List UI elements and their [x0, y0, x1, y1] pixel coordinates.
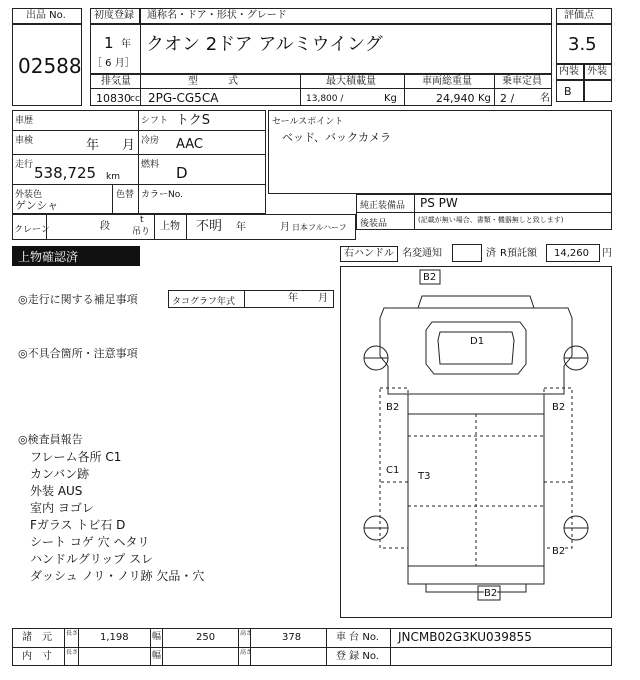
tacho-month-unit: 月	[318, 293, 328, 304]
section-banner-text: 上物確認済	[18, 250, 79, 264]
upper-value: 不明	[196, 219, 223, 234]
damage-mark: B2	[552, 402, 566, 413]
capacity-value: 2 /	[500, 92, 515, 105]
interior-grade: B	[564, 85, 572, 98]
dims-label: 諸 元	[22, 632, 52, 643]
first-reg-year-unit: 年	[121, 39, 131, 50]
width-value: 250	[196, 632, 216, 643]
type-label: 型 式	[188, 76, 238, 87]
aircon-value: AAC	[176, 137, 203, 152]
width-label: 幅	[152, 632, 162, 642]
cab-roof-line	[418, 296, 534, 308]
damage-mark: B2	[386, 402, 400, 413]
recycle-yen-unit: 円	[602, 248, 612, 259]
gross-weight-label: 車両総重量	[422, 76, 472, 87]
report-line: 室内 ヨゴレ	[30, 501, 94, 515]
steering-label: 右ハンドル	[344, 248, 394, 259]
exterior-grade-cell	[584, 80, 612, 102]
crane-stage-unit: 段	[100, 221, 110, 232]
inspector-report-label: ◎検査員報告	[18, 433, 83, 446]
damage-mark: B2	[423, 272, 437, 283]
crane-ton-unit: t	[140, 215, 144, 225]
name-change-label: 名変通知	[402, 248, 442, 259]
mileage-label: 走行	[15, 160, 34, 170]
report-line: カンバン跡	[30, 467, 90, 481]
fuel-label: 燃料	[141, 160, 160, 170]
capacity-label: 乗車定員	[502, 76, 542, 87]
length-label: 長さ	[66, 630, 79, 637]
inner-length-label: 長さ	[66, 649, 79, 656]
height-value: 378	[282, 632, 302, 643]
report-line: Fガラス トビ石 D	[30, 518, 126, 532]
score-label: 評価点	[564, 10, 594, 21]
lot-number: 02588	[18, 54, 82, 78]
report-line: 外装 AUS	[30, 484, 83, 498]
max-load-value: 13,800 /	[306, 94, 344, 104]
upper-label: 上物	[160, 221, 180, 232]
upper-year-unit: 年	[236, 222, 246, 233]
cab-outline	[380, 308, 572, 394]
height-label: 高さ	[240, 630, 253, 637]
mileage-value: 538,725	[34, 164, 97, 182]
capacity-unit: 名	[540, 93, 550, 104]
damage-mark: B2	[552, 546, 566, 557]
inspection-label: 車検	[15, 136, 34, 146]
rear-bumper	[426, 584, 526, 592]
first-reg-year: 1	[104, 34, 114, 52]
shift-label: シフト	[141, 116, 169, 126]
windshield	[426, 322, 526, 374]
model-name: クオン 2ドア アルミウイング	[146, 34, 383, 55]
lot-number-label: 出品 No.	[26, 10, 66, 21]
exterior-label: 外装	[587, 66, 607, 77]
reg-no-label: 登 録 No.	[336, 651, 379, 662]
recycle-deposit-value: 14,260	[554, 248, 589, 259]
sales-point-label: セールスポイント	[272, 117, 344, 127]
recycle-deposit-label: R預託額	[500, 248, 537, 259]
max-load-label: 最大積載量	[326, 76, 376, 87]
interior-label: 内装	[559, 66, 579, 77]
upper-month-unit: 月	[280, 222, 290, 233]
ext-color-value: ゲンシャ	[15, 199, 59, 212]
report-line: ハンドルグリップ スレ	[30, 552, 154, 566]
report-line: フレーム各所 C1	[30, 450, 122, 464]
gross-weight-unit: Kg	[478, 93, 491, 104]
inspection-year-unit: 年	[86, 138, 100, 153]
damage-mark: T3	[418, 471, 431, 482]
damage-mark: B2	[484, 588, 498, 599]
ext-color-label: 外装色	[15, 190, 43, 200]
crane-label: クレーン	[14, 225, 50, 235]
genuine-value: PS PW	[420, 196, 458, 210]
report-line: ダッシュ ノリ・ノリ跡 欠品・穴	[30, 569, 205, 583]
displacement-value: 10830	[96, 92, 131, 105]
damage-mark: C1	[386, 465, 400, 476]
inner-width-label: 幅	[152, 651, 162, 661]
tacho-label: タコグラフ年式	[172, 297, 236, 307]
tacho-year-unit: 年	[288, 293, 298, 304]
genuine-label: 純正装備品	[360, 201, 406, 211]
length-value: 1,198	[100, 632, 129, 643]
mileage-unit: km	[106, 172, 120, 182]
recycle-done-label: 済	[486, 248, 496, 259]
color-change-label: 色替	[116, 190, 135, 200]
color-code-label: カラーNo.	[141, 190, 183, 200]
fuel-value: D	[176, 164, 188, 182]
truck-diagram	[340, 266, 612, 618]
first-reg-label: 初度登録	[94, 10, 134, 21]
body-maker: 日本フルハーフ	[292, 223, 347, 232]
driving-remarks-label: ◎走行に関する補足事項	[18, 293, 138, 306]
score-value: 3.5	[568, 34, 597, 55]
crane-hoist-label: 吊り	[132, 227, 151, 237]
inspector-report-list	[30, 448, 204, 584]
type-value: 2PG-CG5CA	[148, 91, 219, 105]
displacement-unit: cc	[130, 94, 140, 104]
model-header-label: 通称名・ドア・形状・グレード	[147, 10, 287, 21]
history-label: 車歴	[15, 116, 34, 126]
name-change-box	[452, 244, 482, 262]
inspection-month-unit: 月	[122, 138, 136, 153]
inner-dims-label: 内 寸	[22, 651, 52, 662]
chassis-label: 車 台 No.	[336, 632, 379, 643]
max-load-unit: Kg	[384, 93, 397, 104]
aftermarket-note: (記載が無い場合、書類・機器無しと致します)	[418, 216, 564, 224]
report-line: シート コゲ 穴 ヘタリ	[30, 535, 150, 549]
section-banner	[12, 246, 140, 266]
damage-mark: D1	[470, 336, 485, 347]
inner-height-label: 高さ	[240, 649, 253, 656]
first-reg-month: ［ 6 月］	[92, 58, 135, 69]
shift-value: トクS	[176, 113, 210, 128]
chassis-value: JNCMB02G3KU039855	[398, 630, 532, 644]
gross-weight-value: 24,940	[436, 92, 475, 105]
sales-point-value: ベッド、バックカメラ	[282, 131, 392, 144]
aftermarket-label: 後装品	[360, 219, 388, 229]
aircon-label: 冷房	[141, 136, 160, 146]
defect-remarks-label: ◎不具合箇所・注意事項	[18, 347, 138, 360]
displacement-label: 排気量	[101, 76, 131, 87]
